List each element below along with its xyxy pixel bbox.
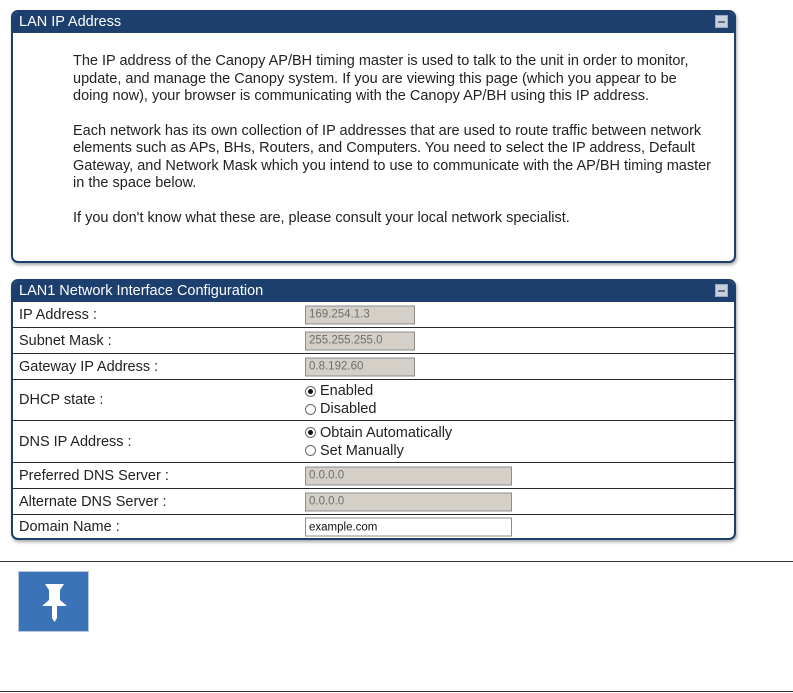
radio-label: Set Manually <box>320 442 404 459</box>
gateway-label: Gateway IP Address : <box>19 358 159 375</box>
panel-title: LAN IP Address <box>19 14 122 30</box>
subnet-mask-input[interactable] <box>305 331 415 350</box>
domain-name-label: Domain Name : <box>19 519 120 535</box>
alternate-dns-label: Alternate DNS Server : <box>19 493 167 510</box>
dhcp-state-label: DHCP state : <box>19 392 104 408</box>
dns-obtain-automatically-option[interactable] <box>305 424 452 442</box>
preferred-dns-row <box>13 463 734 489</box>
alternate-dns-row <box>13 489 734 515</box>
alternate-dns-input[interactable] <box>305 492 512 511</box>
panel-description <box>13 33 734 227</box>
radio-label: Disabled <box>320 401 377 417</box>
preferred-dns-label: Preferred DNS Server : <box>19 467 169 484</box>
preferred-dns-input[interactable] <box>305 466 512 485</box>
dns-radio-group <box>305 424 452 460</box>
radio-unchecked-icon[interactable] <box>305 404 316 415</box>
subnet-mask-row <box>13 328 734 354</box>
note-bottom-rule <box>0 691 793 692</box>
dns-ip-address-row <box>13 421 734 463</box>
dhcp-enabled-option[interactable] <box>305 382 376 400</box>
radio-label: Enabled <box>320 383 374 399</box>
ip-address-label: IP Address : <box>19 306 97 323</box>
panel-title: LAN1 Network Interface Configuration <box>19 283 264 299</box>
dhcp-radio-group <box>305 382 376 418</box>
description-paragraph: If you don't know what these are, please consult your local network specialist. <box>73 209 570 226</box>
ip-address-input[interactable] <box>305 305 415 324</box>
lan-ip-address-panel-header <box>13 12 734 33</box>
collapse-icon[interactable] <box>715 15 728 28</box>
dhcp-state-row <box>13 380 734 421</box>
dns-set-manually-option[interactable] <box>305 442 452 460</box>
lan1-network-interface-panel <box>11 279 736 540</box>
radio-checked-icon[interactable] <box>305 427 316 438</box>
radio-unchecked-icon[interactable] <box>305 445 316 456</box>
radio-checked-icon[interactable] <box>305 386 316 397</box>
gateway-input[interactable] <box>305 357 415 376</box>
subnet-mask-label: Subnet Mask : <box>19 332 112 349</box>
lan1-panel-header <box>13 281 734 302</box>
domain-name-input[interactable] <box>305 518 512 537</box>
description-paragraph: The IP address of the Canopy AP/BH timing master is used to talk to the unit in order to monitor, update, and manage the Canopy system. If you are viewing this page (which you appear to be doing now), your browser is communicating with the Canopy AP/BH using this IP address. <box>73 53 689 104</box>
domain-name-row <box>13 515 734 539</box>
collapse-icon[interactable] <box>715 284 728 297</box>
dns-ip-address-label: DNS IP Address : <box>19 433 132 450</box>
description-paragraph: Each network has its own collection of IP addresses that are used to route traffic between network elements such as APs, BHs, Routers, and Computers. You need to select the IP address, Default Gateway, and Network Mask which you intend to use to communicate with the AP/BH timing master in the space below. <box>73 122 712 191</box>
lan-ip-address-panel <box>11 10 736 263</box>
gateway-row <box>13 354 734 380</box>
ip-address-row <box>13 302 734 328</box>
pin-icon <box>18 571 89 632</box>
dhcp-disabled-option[interactable] <box>305 400 376 418</box>
radio-label: Obtain Automatically <box>320 424 453 441</box>
note-top-rule <box>0 561 793 562</box>
